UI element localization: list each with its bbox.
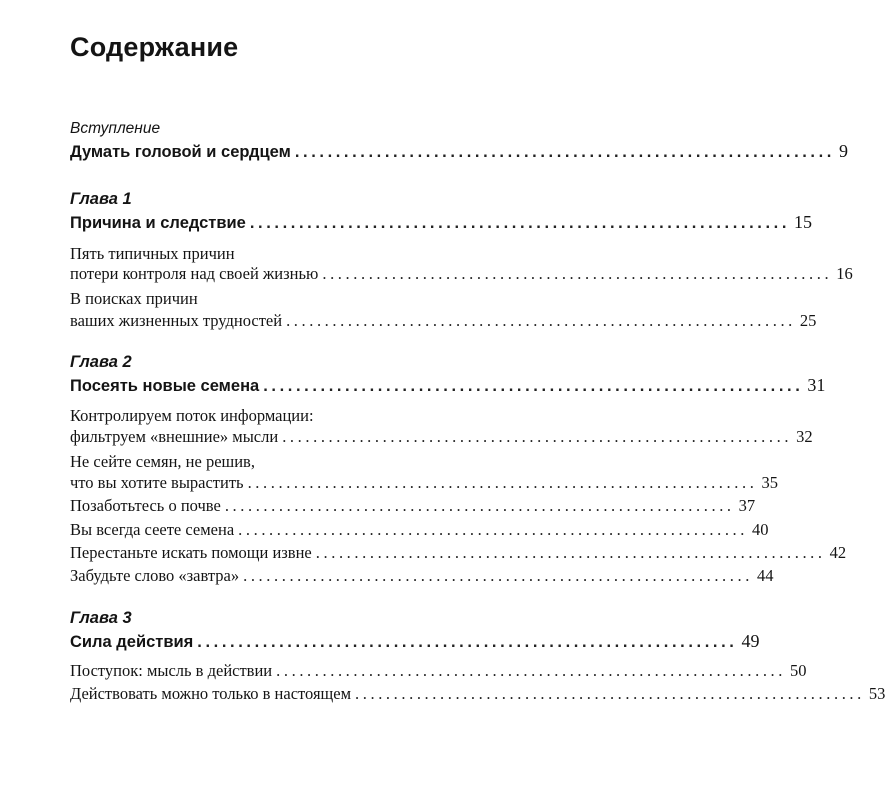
entry-title: Сила действия <box>70 633 194 651</box>
entry-page: 37 <box>738 496 756 515</box>
page-title: Содержание <box>70 32 239 62</box>
entry-page: 9 <box>839 141 848 161</box>
entry-page: 35 <box>761 473 778 492</box>
dot-leader: .................................................................. <box>249 214 791 232</box>
chapter-1-label: Глава 1 <box>70 190 132 208</box>
entry-page: 15 <box>794 212 813 232</box>
entry-title: фильтруем «внешние» мысли <box>70 427 279 446</box>
toc-entry[interactable] <box>70 427 813 447</box>
dot-leader: .................................................................. <box>243 566 753 585</box>
entry-page: 32 <box>796 427 813 446</box>
dot-leader: .................................................................. <box>355 684 865 703</box>
dot-leader: .................................................................. <box>247 473 758 492</box>
chapter-3-label: Глава 3 <box>70 609 132 627</box>
dot-leader: .................................................................. <box>286 311 796 330</box>
entry-page: 16 <box>836 264 853 283</box>
entry-title: Думать головой и сердцем <box>70 143 291 161</box>
toc-entry-chapter-2[interactable] <box>70 375 826 396</box>
dot-leader: .................................................................. <box>197 633 738 651</box>
toc-entry[interactable] <box>70 496 756 516</box>
dot-leader: .................................................................. <box>263 377 804 395</box>
entry-page: 50 <box>790 661 807 680</box>
entry-title-line1: Не сейте семян, не решив, <box>70 452 255 471</box>
intro-label: Вступление <box>70 120 161 137</box>
entry-page: 49 <box>741 631 760 651</box>
chapter-2-label: Глава 2 <box>70 353 132 371</box>
dot-leader: .................................................................. <box>322 264 833 283</box>
toc-entry[interactable] <box>70 473 778 493</box>
entry-page: 40 <box>752 520 769 539</box>
entry-title-line1: Пять типичных причин <box>70 244 235 263</box>
entry-title: что вы хотите вырастить <box>70 473 244 492</box>
toc-entry-chapter-3[interactable] <box>70 631 760 652</box>
dot-leader: .................................................................. <box>294 143 835 161</box>
dot-leader: .................................................................. <box>315 543 826 562</box>
entry-page: 53 <box>868 684 885 703</box>
toc-entry-intro[interactable] <box>70 141 848 162</box>
entry-title: потери контроля над своей жизнью <box>70 264 319 283</box>
dot-leader: .................................................................. <box>276 661 786 680</box>
dot-leader: .................................................................. <box>238 520 749 539</box>
toc-entry[interactable] <box>70 520 769 540</box>
entry-title: Действовать можно только в настоящем <box>70 684 352 703</box>
dot-leader: .................................................................. <box>224 496 735 515</box>
toc-entry-chapter-1[interactable] <box>70 212 813 233</box>
toc-entry[interactable] <box>70 566 774 586</box>
toc-entry[interactable] <box>70 311 817 331</box>
entry-page: 42 <box>829 543 847 562</box>
entry-title: ваших жизненных трудностей <box>70 311 283 330</box>
entry-title: Позаботьтесь о почве <box>70 496 221 515</box>
entry-title: Забудьте слово «завтра» <box>70 566 240 585</box>
toc-entry[interactable] <box>70 661 807 681</box>
toc-entry[interactable] <box>70 543 847 563</box>
dot-leader: .................................................................. <box>282 427 793 446</box>
entry-title: Поступок: мысль в действии <box>70 661 273 680</box>
entry-page: 44 <box>756 566 774 585</box>
entry-title: Причина и следствие <box>70 214 246 232</box>
entry-title: Вы всегда сеете семена <box>70 520 235 539</box>
entry-title-line1: Контролируем поток информации: <box>70 406 314 425</box>
entry-title: Посеять новые семена <box>70 377 260 395</box>
entry-page: 31 <box>807 375 826 395</box>
toc-entry[interactable] <box>70 684 885 704</box>
entry-title: Перестаньте искать помощи извне <box>70 543 312 562</box>
entry-title-line1: В поисках причин <box>70 289 198 308</box>
toc-entry[interactable] <box>70 264 853 284</box>
entry-page: 25 <box>799 311 817 330</box>
